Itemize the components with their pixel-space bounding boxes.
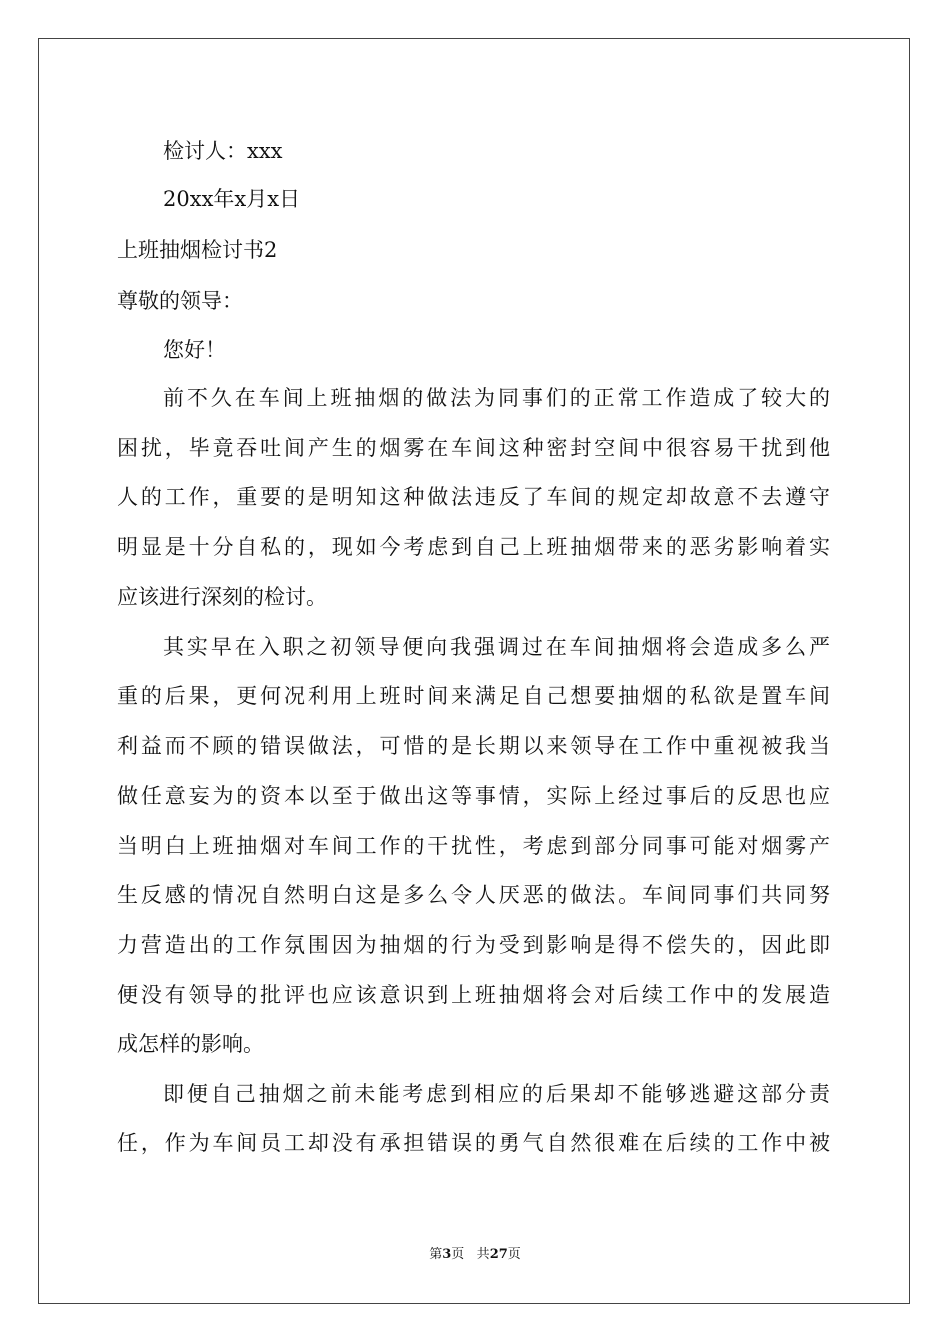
reviewer-line: 检讨人：xxx [163,139,283,163]
paragraph-2-line-2: 重的后果，更何况利用上班时间来满足自己想要抽烟的私欲是置车间 [117,684,830,708]
footer-total-unit: 页 [507,1247,521,1262]
paragraph-3-line-2: 任，作为车间员工却没有承担错误的勇气自然很难在后续的工作中被 [117,1131,830,1155]
paragraph-2-line-5: 当明白上班抽烟对车间工作的干扰性，考虑到部分同事可能对烟雾产 [117,834,830,858]
paragraph-2-line-8: 便没有领导的批评也应该意识到上班抽烟将会对后续工作中的发展造 [117,983,830,1007]
page-border [38,38,910,1304]
paragraph-2-line-7: 力营造出的工作氛围因为抽烟的行为受到影响是得不偿失的，因此即 [117,933,830,957]
paragraph-2-line-3: 利益而不顾的错误做法，可惜的是长期以来领导在工作中重视被我当 [117,734,830,758]
paragraph-1-line-1: 前不久在车间上班抽烟的做法为同事们的正常工作造成了较大的 [163,386,830,410]
salutation: 尊敬的领导： [117,289,243,313]
footer-total-pages: 27 [489,1247,508,1262]
footer-page-prefix: 第 [429,1247,443,1262]
paragraph-1-line-5: 应该进行深刻的检讨。 [117,585,327,609]
paragraph-3-line-1: 即便自己抽烟之前未能考虑到相应的后果却不能够逃避这部分责 [163,1082,830,1106]
paragraph-1-line-4: 明显是十分自私的，现如今考虑到自己上班抽烟带来的恶劣影响着实 [117,535,830,559]
paragraph-2-line-9: 成怎样的影响。 [117,1032,264,1056]
footer-total-prefix: 共 [476,1247,490,1262]
footer-page-unit: 页 [451,1247,465,1262]
footer-page-number: 3 [442,1247,452,1262]
paragraph-1-line-2: 困扰，毕竟吞吐间产生的烟雾在车间这种密封空间中很容易干扰到他 [117,436,830,460]
page-footer [0,1246,950,1264]
paragraph-2-line-1: 其实早在入职之初领导便向我强调过在车间抽烟将会造成多么严 [163,635,830,659]
paragraph-2-line-4: 做任意妄为的资本以至于做出这等事情，实际上经过事后的反思也应 [117,784,830,808]
date-line: 20xx年x月x日 [163,187,301,211]
greeting: 您好！ [163,338,226,362]
document-title: 上班抽烟检讨书2 [117,238,278,262]
paragraph-1-line-3: 人的工作，重要的是明知这种做法违反了车间的规定却故意不去遵守 [117,485,830,509]
paragraph-2-line-6: 生反感的情况自然明白这是多么令人厌恶的做法。车间同事们共同努 [117,883,830,907]
